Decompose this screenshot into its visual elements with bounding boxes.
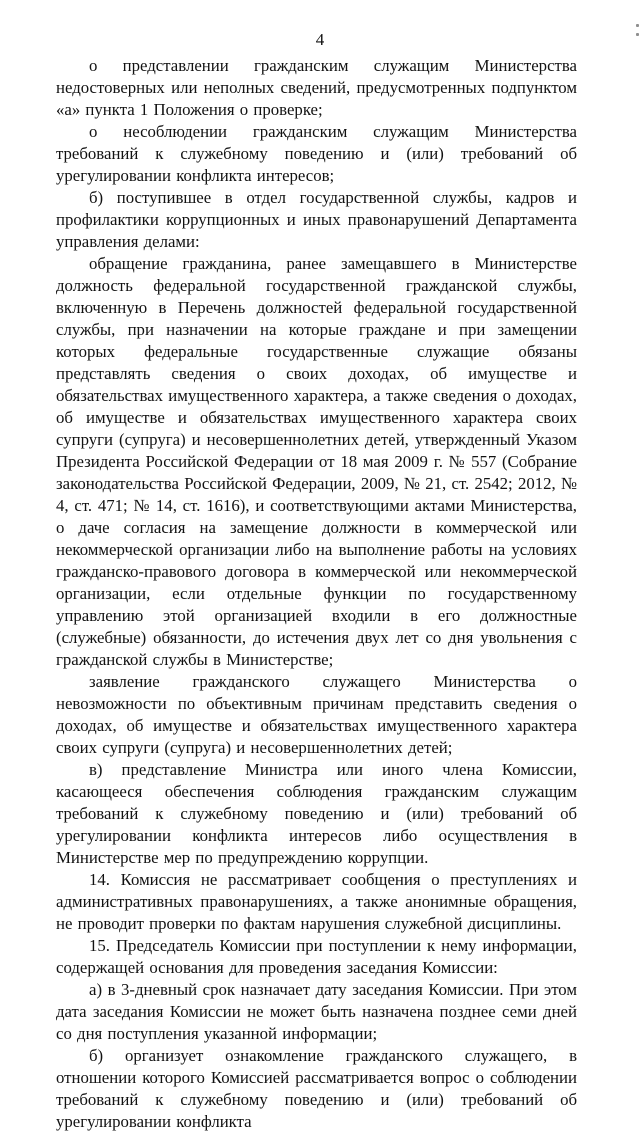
paragraph-noncompliance: о несоблюдении гражданским служащим Министерства требований к служебному поведению и (или) требований об урегулировании конфликта интересов;	[56, 122, 577, 185]
paragraph-clause-15: 15. Председатель Комиссии при поступлении к нему информации, содержащей основания для проведения заседания Комиссии:	[56, 936, 577, 977]
paragraph-false-info: о представлении гражданским служащим Министерства недостоверных или неполных сведений, предусмотренных подпунктом «а» пункта 1 Положения о проверке;	[56, 56, 577, 119]
scan-artifact-dot	[636, 33, 639, 36]
paragraph-clause-14: 14. Комиссия не рассматривает сообщения о преступлениях и административных правонарушениях, а также анонимные обращения, не проводит проверки по фактам нарушения служебной дисциплины.	[56, 870, 577, 933]
paragraph-item-b-received: б) поступившее в отдел государственной службы, кадров и профилактики коррупционных и иных правонарушений Департамента управления делами:	[56, 188, 577, 251]
paragraph-servant-statement: заявление гражданского служащего Министерства о невозможности по объективным причинам представить сведения о доходах, об имуществе и обязательствах имущественного характера своих супруги (супруга) и несовершеннолетних детей;	[56, 672, 577, 757]
page-number: 4	[315, 30, 325, 49]
paragraph-clause-15b: б) организует ознакомление гражданского служащего, в отношении которого Комиссией рассматривается вопрос о соблюдении требований к служебному поведению и (или) требований об урегулировании конфликта	[56, 1046, 577, 1131]
paragraph-clause-15a: а) в 3-дневный срок назначает дату заседания Комиссии. При этом дата заседания Комиссии не может быть назначена позднее семи дней со дня поступления указанной информации;	[56, 980, 577, 1043]
scan-artifact-dot	[636, 24, 639, 27]
paragraph-citizen-appeal: обращение гражданина, ранее замещавшего в Министерстве должность федеральной государственной гражданской службы, включенную в Перечень должностей федеральной государственной службы, при назначении на которые граждане и при замещении которых федеральные государственные служащие обязаны представлять сведения о своих доходах, об имуществе и обязательствах имущественного характера, а также сведения о доходах, об имуществе и обязательствах имущественного характера своих супруги (супруга) и несовершеннолетних детей, утвержденный Указом Президента Российской Федерации от 18 мая 2009 г. № 557 (Собрание законодательства Российской Федерации, 2009, № 21, ст. 2542; 2012, № 4, ст. 471; № 14, ст. 1616), и соответствующими актами Министерства, о даче согласия на замещение должности в коммерческой или некоммерческой организации либо на выполнение работы на условиях гражданско-правового договора в коммерческой или некоммерческой организации, если отдельные функции по государственному управлению этой организацией входили в его должностные (служебные) обязанности, до истечения двух лет со дня увольнения с гражданской службы в Министерстве;	[56, 254, 577, 669]
document-text-block	[56, 55, 577, 1133]
paragraph-item-v-submission: в) представление Министра или иного члена Комиссии, касающееся обеспечения соблюдения гражданским служащим требований к служебному поведению и (или) требований об урегулировании конфликта интересов либо осуществления в Министерстве мер по предупреждению коррупции.	[56, 760, 577, 867]
